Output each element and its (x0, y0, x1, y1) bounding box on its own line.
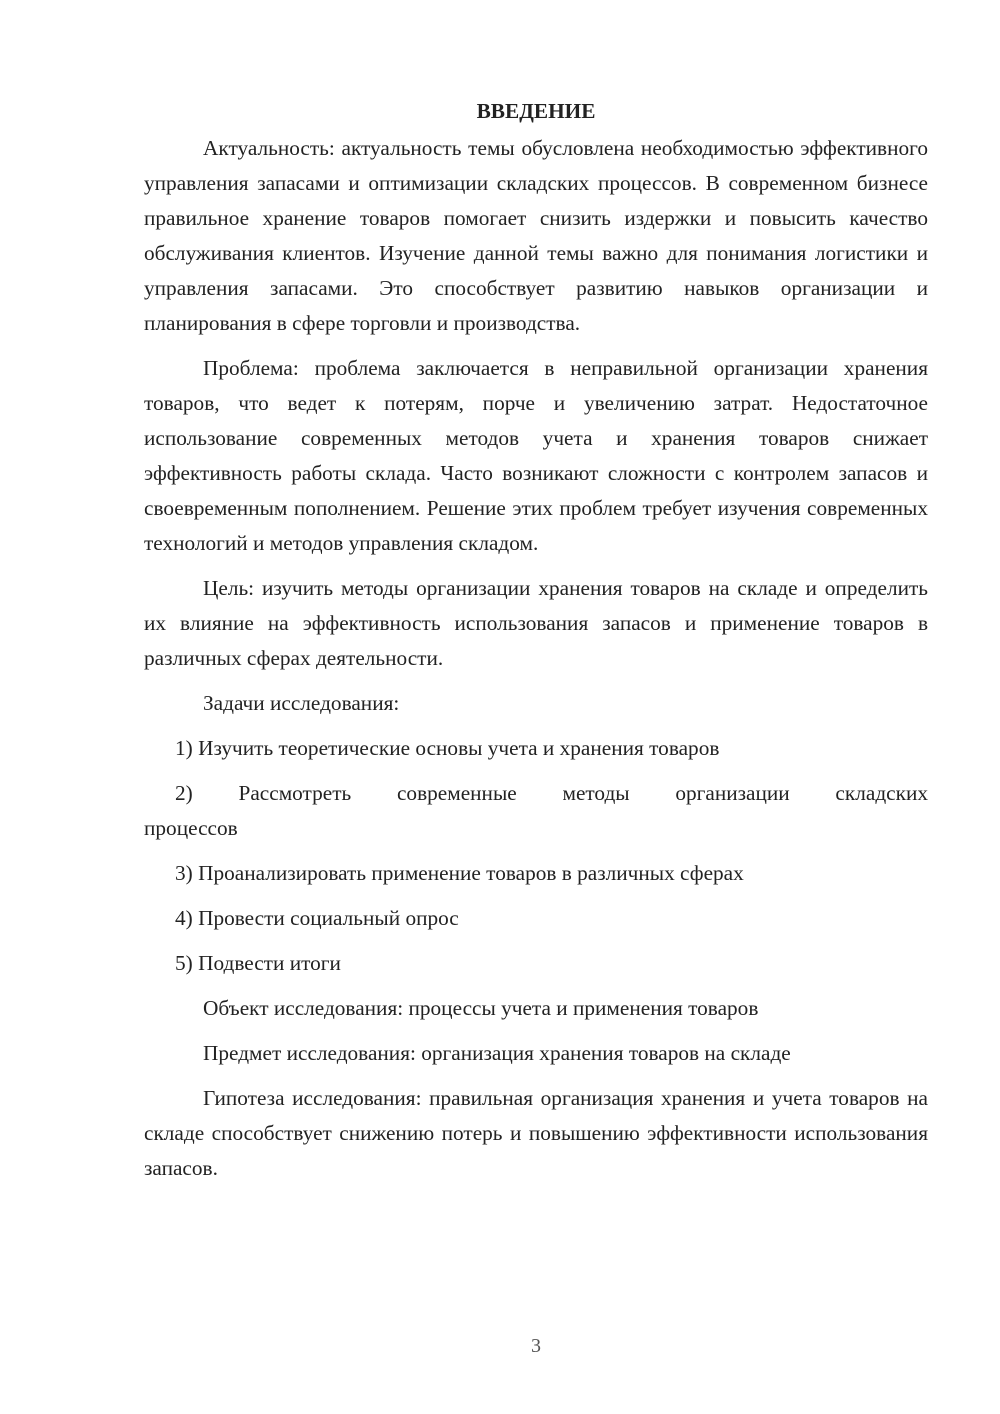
task-item-4: 4) Провести социальный опрос (175, 906, 459, 930)
research-hypothesis: Гипотеза исследования: правильная организация хранения и учета товаров на складе способствует снижению потерь и повышению эффективности использования запасов. (144, 1086, 928, 1180)
tasks-heading: Задачи исследования: (203, 691, 400, 715)
task-item-3: 3) Проанализировать применение товаров в различных сферах (175, 861, 744, 885)
paragraph-relevance: Актуальность: актуальность темы обусловлена необходимостью эффективного управления запасами и оптимизации складских процессов. В современном бизнесе правильное хранение товаров помогает снизить издержки и повысить качество обслуживания клиентов. Изучение данной темы важно для понимания логистики и управления запасами. Это способствует развитию навыков организации и планирования в сфере торговли и производства. (144, 136, 928, 335)
task-item-5: 5) Подвести итоги (175, 951, 341, 975)
research-object: Объект исследования: процессы учета и применения товаров (203, 996, 759, 1020)
task-item-2: 2) Рассмотреть современные методы организации складских процессов (144, 781, 928, 840)
task-item-1: 1) Изучить теоретические основы учета и хранения товаров (175, 736, 720, 760)
page-number: 3 (531, 1335, 541, 1357)
document-content (144, 94, 928, 1196)
research-subject: Предмет исследования: организация хранения товаров на складе (203, 1041, 791, 1065)
page-title: ВВЕДЕНИЕ (476, 99, 596, 123)
paragraph-problem: Проблема: проблема заключается в неправильной организации хранения товаров, что ведет к потерям, порче и увеличению затрат. Недостаточное использование современных методов учета и хранения товаров снижает эффективность работы склада. Часто возникают сложности с контролем запасов и своевременным пополнением. Решение этих проблем требует изучения современных технологий и методов управления складом. (144, 356, 928, 555)
paragraph-goal: Цель: изучить методы организации хранения товаров на складе и определить их влияние на эффективность использования запасов и применение товаров в различных сферах деятельности. (144, 576, 928, 670)
